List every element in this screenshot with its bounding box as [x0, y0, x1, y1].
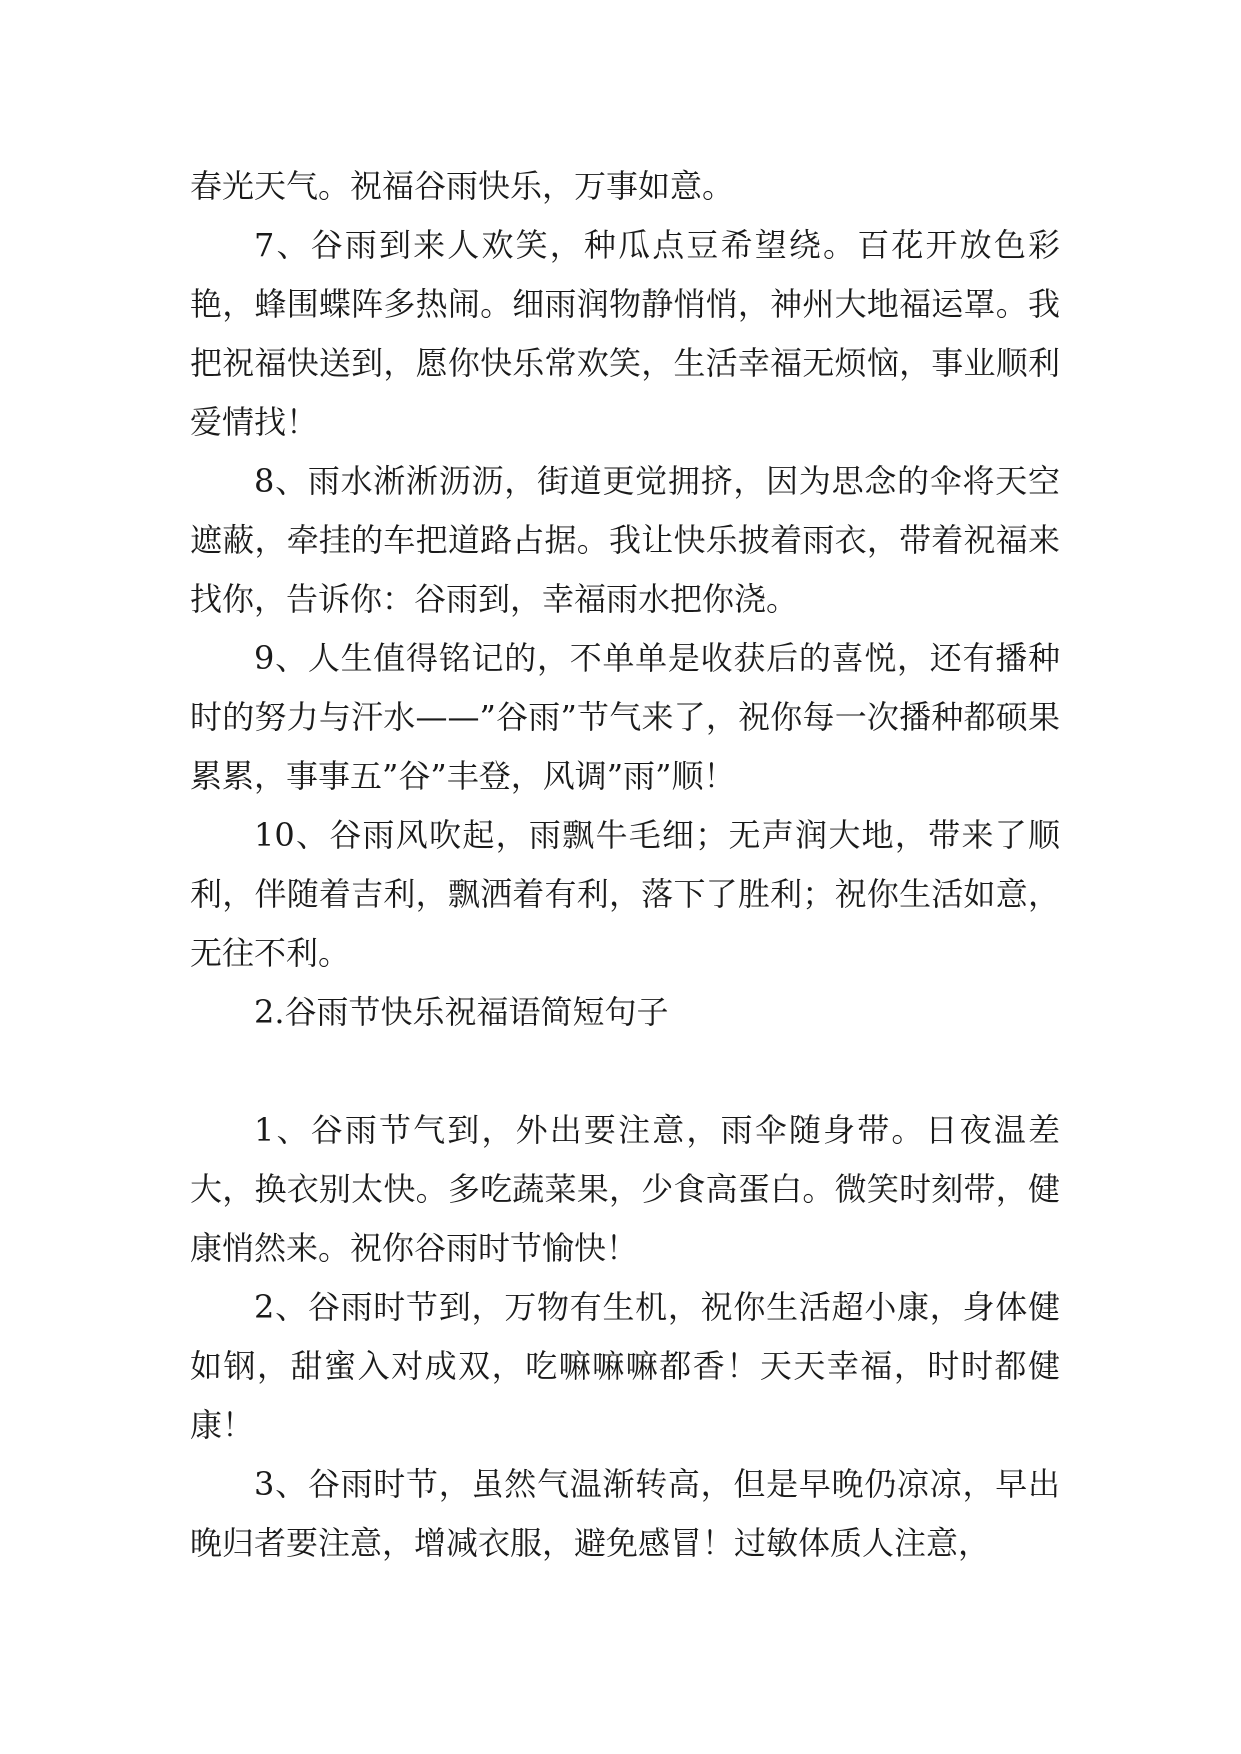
paragraph-10: 10、谷雨风吹起，雨飘牛毛细；无声润大地，带来了顺利，伴随着吉利，飘洒着有利，落下了胜利；祝你生活如意，无往不利。: [190, 816, 1060, 972]
section-paragraph-1: 1、谷雨节气到，外出要注意，雨伞随身带。日夜温差大，换衣别太快。多吃蔬菜果，少食高蛋白。微笑时刻带，健康悄然来。祝你谷雨时节愉快！: [190, 1111, 1060, 1267]
paragraph-8: 8、雨水淅淅沥沥，街道更觉拥挤，因为思念的伞将天空遮蔽，牵挂的车把道路占据。我让快乐披着雨衣，带着祝福来找你，告诉你：谷雨到，幸福雨水把你浇。: [190, 462, 1060, 618]
section-paragraph-2: 2、谷雨时节到，万物有生机，祝你生活超小康，身体健如钢，甜蜜入对成双，吃嘛嘛嘛都香！天天幸福，时时都健康！: [190, 1288, 1060, 1444]
section-heading: 2.谷雨节快乐祝福语简短句子: [254, 993, 669, 1031]
paragraph-continuation: 春光天气。祝福谷雨快乐，万事如意。: [190, 167, 735, 205]
section-paragraph-3: 3、谷雨时节，虽然气温渐转高，但是早晚仍凉凉，早出晚归者要注意，增减衣服，避免感冒！过敏体质人注意，: [190, 1465, 1060, 1562]
paragraph-7: 7、谷雨到来人欢笑，种瓜点豆希望绕。百花开放色彩艳，蜂围蝶阵多热闹。细雨润物静悄悄，神州大地福运罩。我把祝福快送到，愿你快乐常欢笑，生活幸福无烦恼，事业顺利爱情找！: [190, 226, 1060, 441]
paragraph-9: 9、人生值得铭记的，不单单是收获后的喜悦，还有播种时的努力与汗水——”谷雨”节气来了，祝你每一次播种都硕果累累，事事五”谷”丰登，风调”雨”顺！: [190, 639, 1060, 795]
document-body: [190, 157, 1060, 1573]
